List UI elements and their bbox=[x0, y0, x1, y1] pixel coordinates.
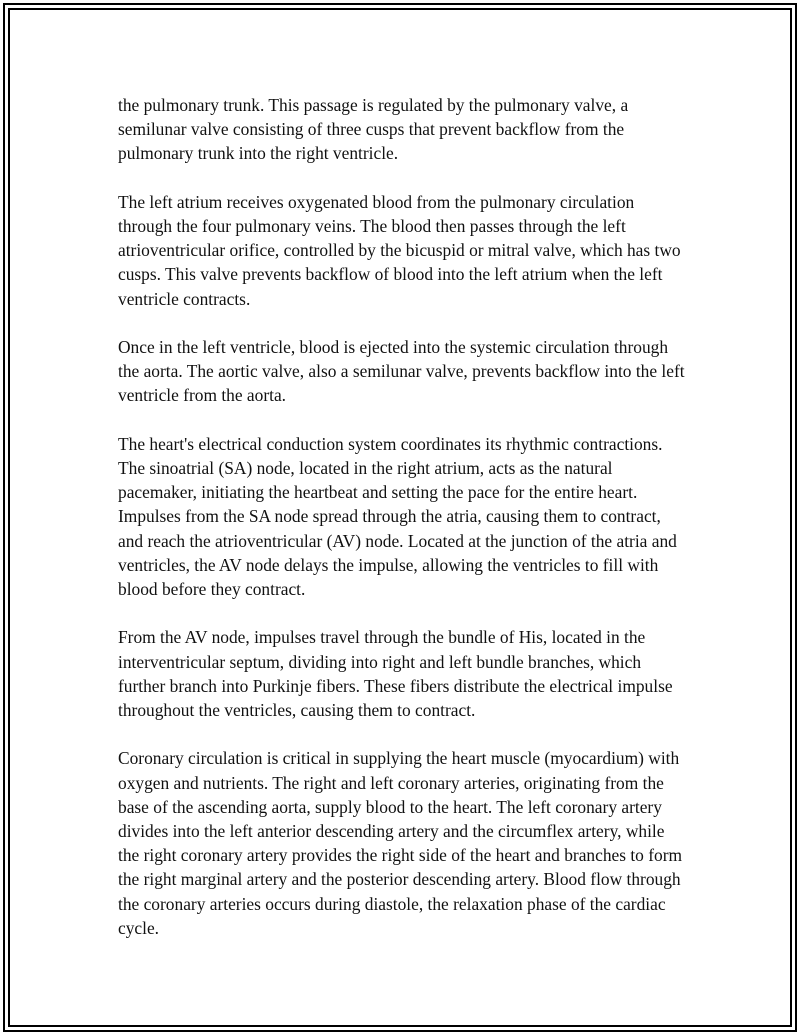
paragraph-coronary-circulation: Coronary circulation is critical in supplying the heart muscle (myocardium) with oxygen and nutrients. The right and left coronary arteries, originating from the base of the ascending aorta, supply blood to the heart. The left coronary artery divides into the left anterior descending artery and the circumflex artery, while the right coronary artery provides the right side of the heart and branches to form the right marginal artery and the posterior descending artery. Blood flow through the coronary arteries occurs during diastole, the relaxation phase of the cardiac cycle. bbox=[118, 748, 683, 938]
document-body bbox=[118, 93, 690, 940]
paragraph-av-node: From the AV node, impulses travel through the bundle of His, located in the interventricular septum, dividing into right and left bundle branches, which further branch into Purkinje fibers. These fibers distribute the electrical impulse throughout the ventricles, causing them to contract. bbox=[118, 627, 673, 721]
paragraph-left-atrium: The left atrium receives oxygenated blood from the pulmonary circulation through the four pulmonary veins. The blood then passes through the left atrioventricular orifice, controlled by the bicuspid or mitral valve, which has two cusps. This valve prevents backflow of blood into the left atrium when the left ventricle contracts. bbox=[118, 191, 681, 309]
paragraph-pulmonary-valve: the pulmonary trunk. This passage is regulated by the pulmonary valve, a semilunar valve consisting of three cusps that prevent backflow from the pulmonary trunk into the right ventricle. bbox=[118, 95, 629, 164]
paragraph-left-ventricle: Once in the left ventricle, blood is ejected into the systemic circulation through the aorta. The aortic valve, also a semilunar valve, prevents backflow into the left ventricle from the aorta. bbox=[118, 337, 685, 406]
paragraph-conduction-system: The heart's electrical conduction system coordinates its rhythmic contractions. The sinoatrial (SA) node, located in the right atrium, acts as the natural pacemaker, initiating the heartbeat and setting the pace for the entire heart. Impulses from the SA node spread through the atria, causing them to contract, and reach the atrioventricular (AV) node. Located at the junction of the atria and ventricles, the AV node delays the impulse, allowing the ventricles to fill with blood before they contract. bbox=[118, 433, 677, 600]
